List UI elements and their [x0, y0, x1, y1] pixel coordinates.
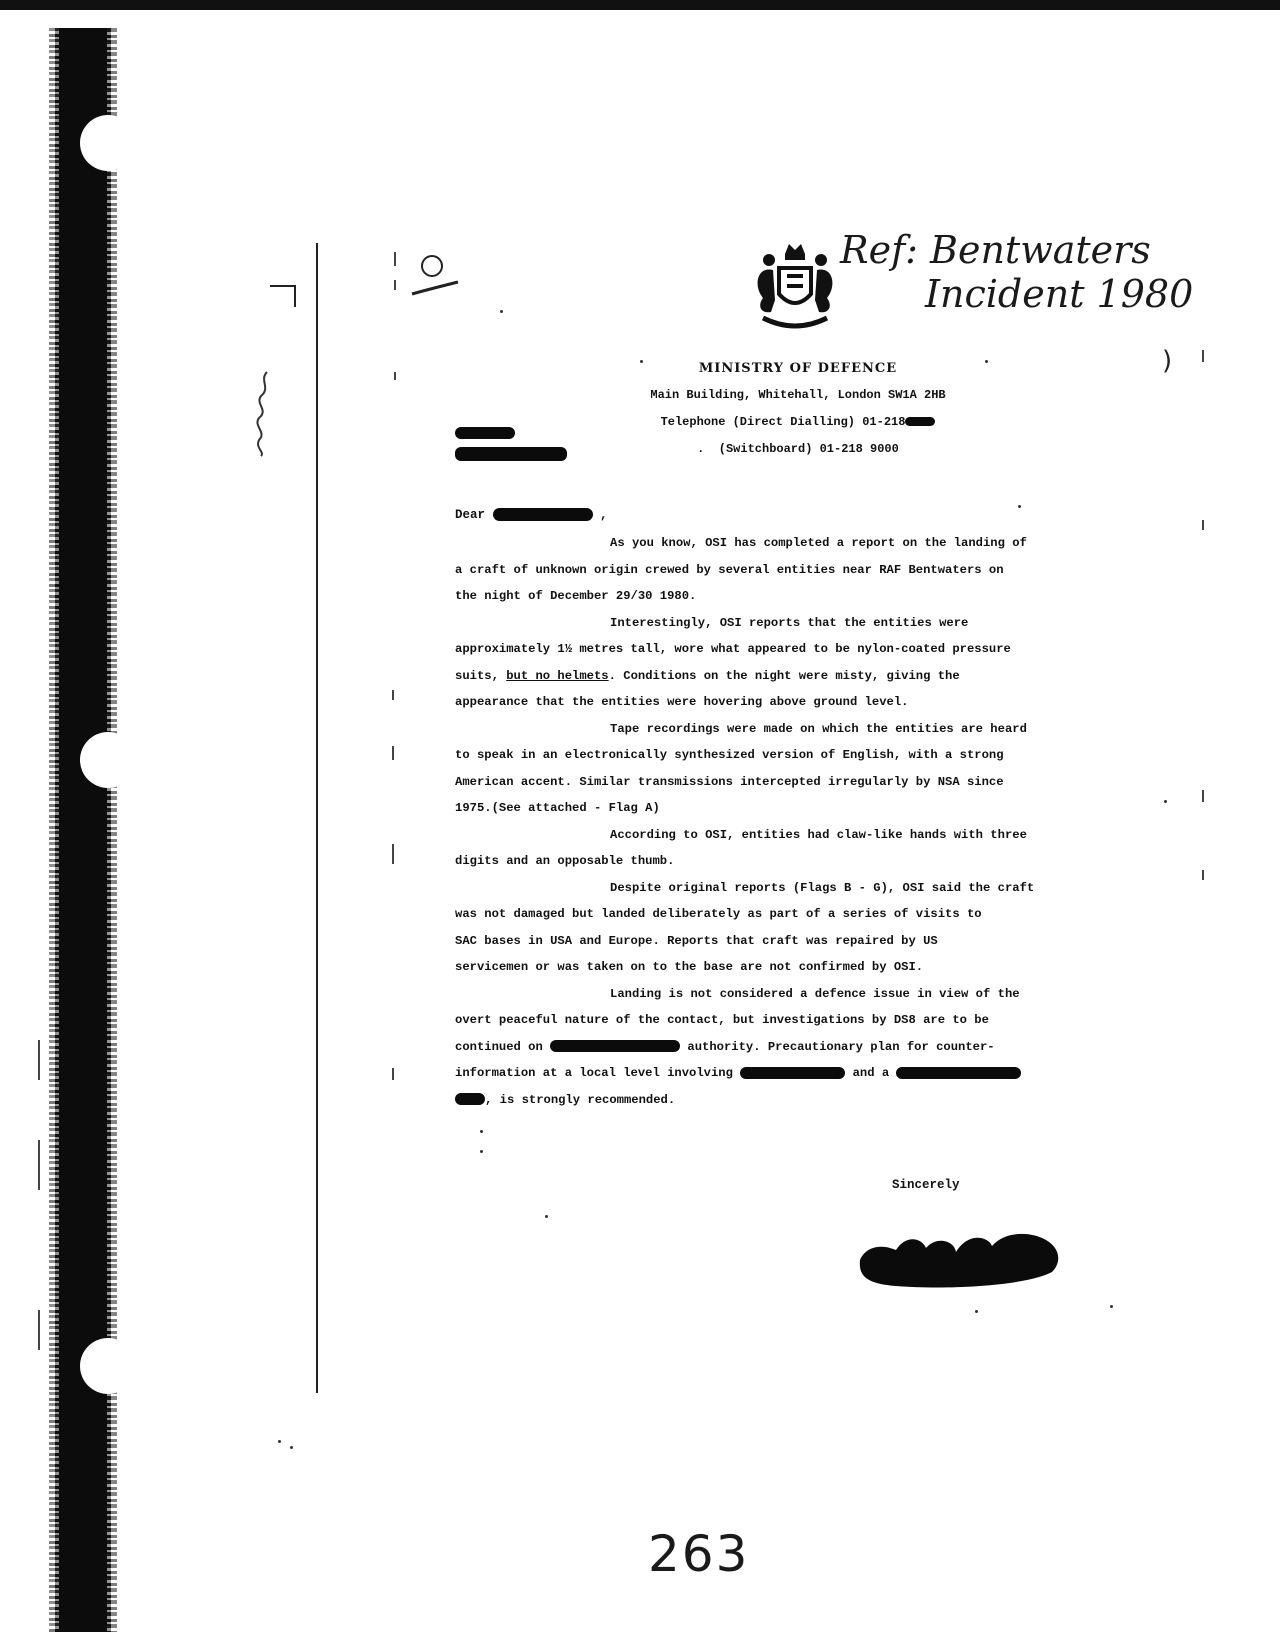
- ministry-name: MINISTRY OF DEFENCE: [698, 361, 898, 376]
- paragraph: Despite original reports (Flags B - G), OSI said the craft: [610, 880, 1035, 895]
- recipient-redaction: [493, 508, 593, 521]
- paragraph: Interestingly, OSI reports that the entities were: [610, 615, 969, 630]
- salutation: Dear ,: [455, 508, 608, 522]
- handwritten-annotation: [840, 228, 1193, 316]
- underlined-phrase: but no helmets: [506, 668, 609, 683]
- redaction: [550, 1040, 680, 1052]
- annotation-line-1: Ref: Bentwaters: [840, 228, 1151, 272]
- letter-body: As you know, OSI has completed a report on the landing of a craft of unknown origin crewed by several entities near RAF Bentwaters on the night of December 29/30 1980. Interestingly, OSI reports that the entities were approximately 1½ metres tall, wore what appeared to be nylon-coated pressure suits, but no helmets. Conditions on the night were misty, giving the appearance that the entities were hovering above ground level. Tape recordings were made on which the entities are heard to speak in an electronically synthesized version of English, with a strong American accent. Similar transmissions intercepted irregularly by NSA since 1975.(See attached - Flag A) According to OSI, entities had claw-like hands with three digits and an opposable thumb. Despite original reports (Flags B - G), OSI said the craft was not damaged but landed deliberately as part of a series of visits to SAC bases in USA and Europe. Reports that craft was repaired by US servicemen or was taken on to the base are not confirmed by OSI. Landing is not considered a defence issue in view of the overt peaceful nature of the contact, but investigations by DS8 are to be continued on authority. Precautionary plan for counter- information at a local level involving and a , is strongly recommended.: [455, 530, 1145, 1113]
- handwritten-circle-mark: [410, 248, 460, 308]
- punch-hole: [80, 732, 136, 788]
- margin-line: [316, 243, 318, 1393]
- annotation-line-2: Incident 1980: [925, 272, 1194, 316]
- redaction: [455, 1093, 485, 1105]
- paragraph: As you know, OSI has completed a report on the landing of: [610, 536, 1027, 550]
- redaction: [905, 417, 935, 426]
- top-border: [0, 0, 1280, 10]
- redaction: [896, 1067, 1021, 1079]
- paragraph: According to OSI, entities had claw-like hands with three: [610, 827, 1027, 842]
- royal-coat-of-arms-icon: [745, 240, 845, 340]
- redaction: [740, 1067, 845, 1079]
- telephone-line: Telephone (Direct Dialling) 01-218: [598, 409, 998, 436]
- punch-hole: [80, 1338, 136, 1394]
- margin-scribble: [253, 370, 275, 458]
- redacted-signature: [856, 1210, 1066, 1290]
- paragraph: Landing is not considered a defence issue in view of the: [610, 986, 1020, 1001]
- page-number: 263: [648, 1525, 750, 1583]
- closing: Sincerely: [892, 1178, 960, 1192]
- switchboard-line: . (Switchboard) 01-218 9000: [697, 442, 899, 456]
- punch-hole: [80, 115, 136, 171]
- address-line: Main Building, Whitehall, London SW1A 2HB: [650, 388, 946, 402]
- letterhead: [598, 355, 998, 463]
- reference-redaction: [455, 427, 515, 439]
- margin-bracket-mark: [270, 285, 296, 307]
- paragraph: Tape recordings were made on which the entities are heard: [610, 721, 1027, 736]
- reference-redaction: [455, 447, 567, 461]
- margin-mark: ): [1162, 346, 1173, 376]
